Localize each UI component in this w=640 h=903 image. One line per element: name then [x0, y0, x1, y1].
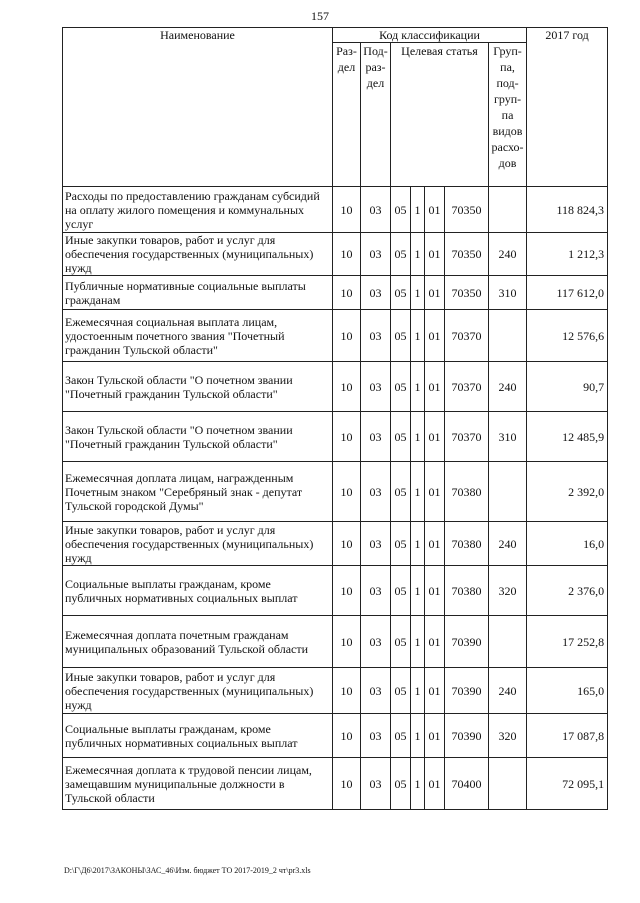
row-target-direction: 70390 [445, 714, 489, 758]
row-expense-group [489, 310, 527, 362]
table-header [63, 28, 608, 187]
row-subsection: 03 [361, 233, 391, 276]
row-target-event: 01 [425, 362, 445, 412]
row-target-subprogram: 1 [411, 522, 425, 566]
row-target-program: 05 [391, 566, 411, 616]
row-section: 10 [333, 668, 361, 714]
page-number: 157 [311, 9, 329, 23]
row-target-subprogram: 1 [411, 668, 425, 714]
row-amount: 17 087,8 [527, 714, 608, 758]
row-target-subprogram: 1 [411, 276, 425, 310]
row-expense-group: 310 [489, 412, 527, 462]
row-section: 10 [333, 187, 361, 233]
row-target-program: 05 [391, 668, 411, 714]
row-target-event: 01 [425, 668, 445, 714]
row-section: 10 [333, 616, 361, 668]
table-row [63, 187, 608, 233]
row-expense-group [489, 462, 527, 522]
row-amount: 2 376,0 [527, 566, 608, 616]
row-amount: 117 612,0 [527, 276, 608, 310]
row-subsection: 03 [361, 668, 391, 714]
header-code: Код классификации [333, 28, 527, 43]
row-expense-group [489, 758, 527, 810]
table-row [63, 616, 608, 668]
row-amount: 12 576,6 [527, 310, 608, 362]
header-year: 2017 год [527, 28, 608, 187]
row-expense-group: 320 [489, 566, 527, 616]
row-section: 10 [333, 276, 361, 310]
table-row [63, 412, 608, 462]
row-name: Иные закупки товаров, работ и услуг для обеспечения государственных (муниципальных) нужд [63, 522, 333, 566]
table-row [63, 362, 608, 412]
row-subsection: 03 [361, 758, 391, 810]
row-name: Иные закупки товаров, работ и услуг для обеспечения государственных (муниципальных) нужд [63, 668, 333, 714]
row-amount: 165,0 [527, 668, 608, 714]
table-row [63, 522, 608, 566]
table-row [63, 462, 608, 522]
row-target-subprogram: 1 [411, 714, 425, 758]
header-name: Наименование [63, 28, 333, 187]
row-subsection: 03 [361, 522, 391, 566]
row-target-program: 05 [391, 310, 411, 362]
table-row [63, 310, 608, 362]
row-target-event: 01 [425, 310, 445, 362]
row-target-direction: 70350 [445, 276, 489, 310]
row-subsection: 03 [361, 566, 391, 616]
row-name: Социальные выплаты гражданам, кроме публичных нормативных социальных выплат [63, 714, 333, 758]
row-target-direction: 70370 [445, 362, 489, 412]
row-target-event: 01 [425, 233, 445, 276]
row-name: Ежемесячная доплата к трудовой пенсии лицам, замещавшим муниципальные должности в Тульской области [63, 758, 333, 810]
row-section: 10 [333, 714, 361, 758]
row-target-program: 05 [391, 187, 411, 233]
row-name: Иные закупки товаров, работ и услуг для обеспечения государственных (муниципальных) нужд [63, 233, 333, 276]
row-target-program: 05 [391, 412, 411, 462]
row-target-event: 01 [425, 276, 445, 310]
row-target-direction: 70370 [445, 412, 489, 462]
row-name: Ежемесячная социальная выплата лицам, удостоенным почетного звания "Почетный гражданин Тульской области" [63, 310, 333, 362]
row-target-direction: 70380 [445, 566, 489, 616]
row-name: Публичные нормативные социальные выплаты гражданам [63, 276, 333, 310]
row-amount: 1 212,3 [527, 233, 608, 276]
table-body [63, 187, 608, 810]
row-name: Социальные выплаты гражданам, кроме публичных нормативных социальных выплат [63, 566, 333, 616]
row-target-subprogram: 1 [411, 233, 425, 276]
row-amount: 16,0 [527, 522, 608, 566]
table-row [63, 233, 608, 276]
row-amount: 12 485,9 [527, 412, 608, 462]
row-expense-group [489, 616, 527, 668]
table-row [63, 668, 608, 714]
row-name: Ежемесячная доплата лицам, награжденным Почетным знаком "Серебряный знак - депутат Тульской городской Думы" [63, 462, 333, 522]
row-target-subprogram: 1 [411, 310, 425, 362]
row-section: 10 [333, 362, 361, 412]
row-target-program: 05 [391, 714, 411, 758]
row-section: 10 [333, 412, 361, 462]
row-target-subprogram: 1 [411, 616, 425, 668]
table-row [63, 714, 608, 758]
row-expense-group: 240 [489, 233, 527, 276]
footer-file-path: D:\Г\Д6\2017\ЗАКОНЫ\ЗАС_46\Изм. бюджет ТО 2017-2019_2 чт\pr3.xls [64, 866, 311, 875]
row-section: 10 [333, 233, 361, 276]
row-target-direction: 70380 [445, 462, 489, 522]
row-expense-group [489, 187, 527, 233]
row-target-event: 01 [425, 522, 445, 566]
row-subsection: 03 [361, 276, 391, 310]
row-amount: 90,7 [527, 362, 608, 412]
row-target-program: 05 [391, 362, 411, 412]
row-subsection: 03 [361, 310, 391, 362]
row-target-direction: 70370 [445, 310, 489, 362]
row-section: 10 [333, 758, 361, 810]
table-row [63, 276, 608, 310]
row-target-event: 01 [425, 758, 445, 810]
row-target-program: 05 [391, 522, 411, 566]
row-target-program: 05 [391, 276, 411, 310]
row-target-event: 01 [425, 616, 445, 668]
row-amount: 72 095,1 [527, 758, 608, 810]
row-amount: 2 392,0 [527, 462, 608, 522]
row-target-subprogram: 1 [411, 362, 425, 412]
row-expense-group: 240 [489, 362, 527, 412]
row-name: Закон Тульской области "О почетном звании "Почетный гражданин Тульской области" [63, 362, 333, 412]
row-subsection: 03 [361, 412, 391, 462]
row-name: Ежемесячная доплата почетным гражданам муниципальных образований Тульской области [63, 616, 333, 668]
row-target-direction: 70350 [445, 233, 489, 276]
row-section: 10 [333, 522, 361, 566]
row-target-direction: 70380 [445, 522, 489, 566]
row-target-program: 05 [391, 616, 411, 668]
row-section: 10 [333, 462, 361, 522]
row-subsection: 03 [361, 616, 391, 668]
row-section: 10 [333, 566, 361, 616]
row-target-event: 01 [425, 462, 445, 522]
row-target-subprogram: 1 [411, 462, 425, 522]
row-subsection: 03 [361, 187, 391, 233]
row-name: Расходы по предоставлению гражданам субсидий на оплату жилого помещения и коммунальных услуг [63, 187, 333, 233]
row-target-subprogram: 1 [411, 187, 425, 233]
row-target-subprogram: 1 [411, 758, 425, 810]
row-target-subprogram: 1 [411, 412, 425, 462]
row-target-event: 01 [425, 187, 445, 233]
table-row [63, 566, 608, 616]
budget-table [62, 27, 608, 810]
row-amount: 17 252,8 [527, 616, 608, 668]
row-target-program: 05 [391, 462, 411, 522]
row-expense-group: 240 [489, 522, 527, 566]
row-target-program: 05 [391, 758, 411, 810]
row-name: Закон Тульской области "О почетном звании "Почетный гражданин Тульской области" [63, 412, 333, 462]
row-target-direction: 70390 [445, 668, 489, 714]
row-expense-group: 310 [489, 276, 527, 310]
row-target-event: 01 [425, 566, 445, 616]
row-target-program: 05 [391, 233, 411, 276]
row-target-subprogram: 1 [411, 566, 425, 616]
row-subsection: 03 [361, 714, 391, 758]
header-group: Груп- па, под- груп- па видов расхо- дов [489, 43, 527, 187]
row-section: 10 [333, 310, 361, 362]
header-target: Целевая статья [391, 43, 489, 187]
table-row [63, 758, 608, 810]
row-target-event: 01 [425, 412, 445, 462]
row-expense-group: 320 [489, 714, 527, 758]
row-target-direction: 70390 [445, 616, 489, 668]
row-amount: 118 824,3 [527, 187, 608, 233]
row-target-direction: 70350 [445, 187, 489, 233]
row-target-event: 01 [425, 714, 445, 758]
row-expense-group: 240 [489, 668, 527, 714]
header-section: Раз- дел [333, 43, 361, 187]
row-target-direction: 70400 [445, 758, 489, 810]
row-subsection: 03 [361, 362, 391, 412]
header-subsection: Под- раз- дел [361, 43, 391, 187]
row-subsection: 03 [361, 462, 391, 522]
